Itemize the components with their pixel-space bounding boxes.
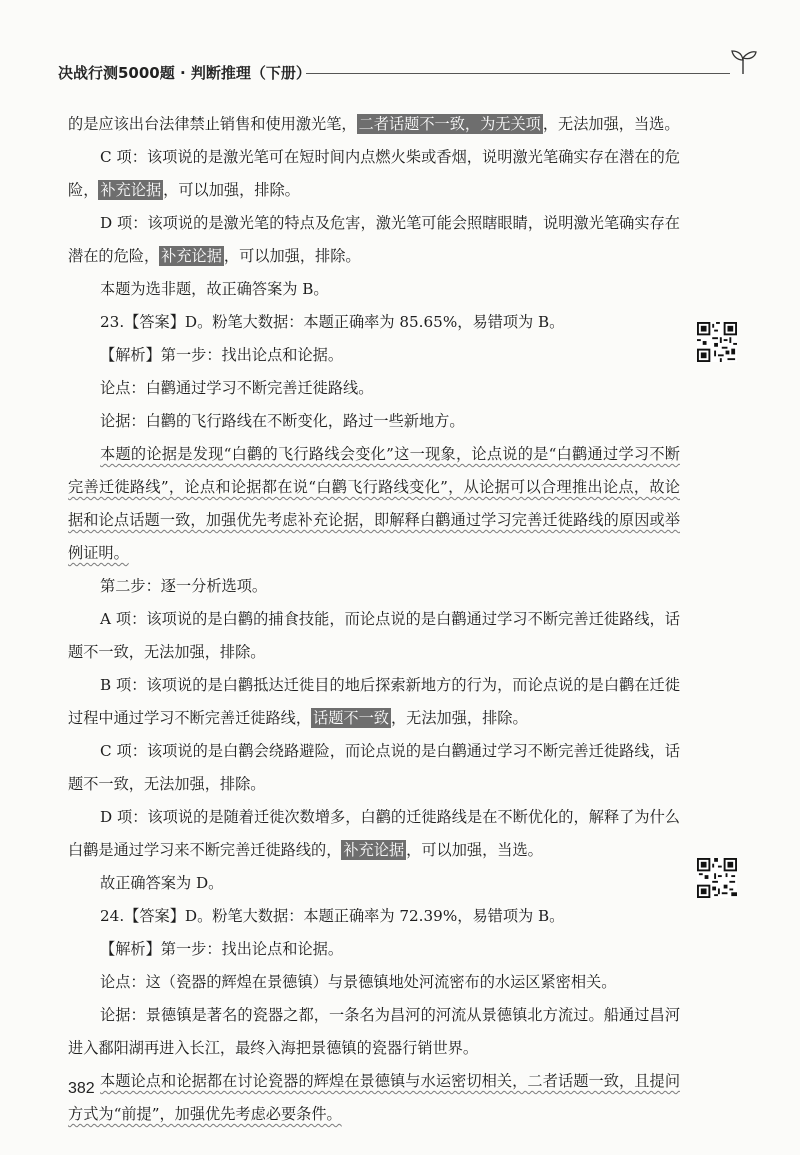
- text-run: ，可以加强，排除。: [163, 181, 300, 199]
- paragraph: [68, 1065, 680, 1131]
- paragraph: [68, 339, 680, 372]
- paragraph: [68, 405, 680, 438]
- text-run: 的是应该出台法律禁止销售和使用激光笔，: [68, 115, 357, 133]
- page-body: [68, 108, 680, 1131]
- text-run: 论据：白鹳的飞行路线在不断变化，路过一些新地方。: [100, 412, 465, 430]
- running-header: [58, 58, 758, 88]
- paragraph: [68, 801, 680, 867]
- highlighted-phrase: 二者话题不一致，为无关项: [358, 115, 541, 133]
- text-run: ，无法加强，排除。: [390, 709, 528, 727]
- text-run: B 项：该项说的是白鹳抵达迁徙目的地后探索新地方的行为，而论点说的是白鹳在迁徙过程中通过学习不断完善迁徙路线，: [68, 676, 680, 727]
- paragraph: [68, 570, 680, 603]
- paragraph: [68, 207, 680, 273]
- paragraph: [68, 669, 680, 735]
- text-run: 论据：景德镇是著名的瓷器之都，一条名为昌河的河流从景德镇北方流过。船通过昌河进入鄱阳湖再进入长江，最终入海把景德镇的瓷器行销世界。: [68, 1006, 680, 1057]
- paragraph: [68, 735, 680, 801]
- paragraph: [68, 999, 680, 1065]
- text-run: ，可以加强，排除。: [223, 247, 361, 265]
- text-run: 故正确答案为 D。: [100, 874, 224, 892]
- wavy-underlined-text: 本题的论据是发现“白鹳的飞行路线会变化”这一现象，论点说的是“白鹳通过学习不断完善迁徙路线”，论点和论据都在说“白鹳飞行路线变化”，从论据可以合理推出论点，故论据和论点话题一致，加强优先考虑补充论据，即解释白鹳通过学习完善迁徙路线的原因或举例证明。: [68, 445, 680, 562]
- text-run: 第二步：逐一分析选项。: [100, 577, 268, 595]
- paragraph: [68, 273, 680, 306]
- text-run: 论点：白鹳通过学习不断完善迁徙路线。: [100, 379, 374, 397]
- paragraph: [68, 933, 680, 966]
- text-run: 【解析】第一步：找出论点和论据。: [100, 346, 343, 364]
- paragraph: [68, 438, 680, 570]
- highlighted-phrase: 补充论据: [161, 247, 222, 265]
- paragraph: [68, 372, 680, 405]
- text-run: A 项：该项说的是白鹳的捕食技能，而论点说的是白鹳通过学习不断完善迁徙路线，话题不一致，无法加强，排除。: [68, 610, 680, 661]
- page-number: 382: [68, 1080, 95, 1097]
- highlighted-phrase: 补充论据: [100, 181, 162, 199]
- text-run: 【解析】第一步：找出论点和论据。: [100, 940, 343, 958]
- text-run: 论点：这（瓷器的辉煌在景德镇）与景德镇地处河流密布的水运区紧密相关。: [100, 973, 617, 991]
- text-run: ，可以加强，当选。: [406, 841, 543, 859]
- text-run: 24.【答案】D。粉笔大数据：本题正确率为 72.39%，易错项为 B。: [100, 907, 565, 925]
- paragraph: [68, 306, 680, 339]
- highlighted-phrase: 补充论据: [343, 841, 405, 859]
- text-run: 23.【答案】D。粉笔大数据：本题正确率为 85.65%，易错项为 B。: [100, 313, 565, 331]
- sprout-leaf-icon: [728, 46, 758, 76]
- paragraph: [68, 900, 680, 933]
- qr-code-icon[interactable]: [697, 858, 737, 898]
- highlighted-phrase: 话题不一致: [313, 709, 389, 727]
- text-run: 本题为选非题，故正确答案为 B。: [100, 280, 329, 298]
- text-run: D 项：该项说的是激光笔的特点及危害，激光笔可能会照瞎眼睛，说明激光笔确实存在潜在的危险，: [68, 214, 680, 265]
- text-run: C 项：该项说的是白鹳会绕路避险，而论点说的是白鹳通过学习不断完善迁徙路线，话题不一致，无法加强，排除。: [68, 742, 680, 793]
- qr-code-icon[interactable]: [697, 322, 737, 362]
- text-run: C 项：该项说的是激光笔可在短时间内点燃火柴或香烟，说明激光笔确实存在潜在的危险，: [68, 148, 680, 199]
- paragraph: [68, 966, 680, 999]
- text-run: ，无法加强，当选。: [542, 115, 680, 133]
- text-run: D 项：该项说的是随着迁徙次数增多，白鹳的迁徙路线是在不断优化的，解释了为什么白鹳是通过学习来不断完善迁徙路线的，: [68, 808, 680, 859]
- wavy-underlined-text: 本题论点和论据都在讨论瓷器的辉煌在景德镇与水运密切相关，二者话题一致，且提问方式为“前提”，加强优先考虑必要条件。: [68, 1072, 680, 1123]
- header-rule: [306, 73, 730, 74]
- paragraph: [68, 603, 680, 669]
- paragraph: [68, 141, 680, 207]
- book-title: 决战行测5000题 · 判断推理（下册）: [58, 64, 311, 82]
- paragraph: [68, 867, 680, 900]
- paragraph: [68, 108, 680, 141]
